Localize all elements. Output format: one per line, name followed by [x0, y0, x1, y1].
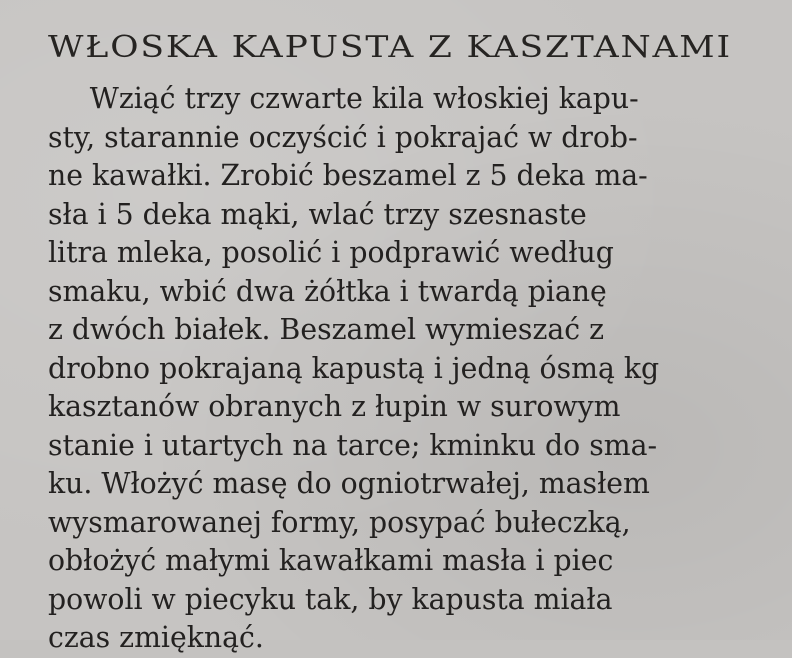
- recipe-body: [48, 80, 792, 658]
- recipe-line: powoli w piecyku tak, by kapusta miała: [48, 582, 613, 616]
- recipe-title: WŁOSKA KAPUSTA Z KASZTANAMI: [48, 30, 732, 65]
- recipe-line: stanie i utartych na tarce; kminku do sma-: [48, 428, 658, 462]
- recipe-line: litra mleka, posolić i podprawić według: [48, 236, 614, 269]
- recipe-line: kasztanów obranych z łupin w surowym: [48, 390, 621, 423]
- recipe-line: ne kawałki. Zrobić beszamel z 5 deka ma-: [48, 159, 648, 192]
- recipe-line: czas zmięknąć.: [48, 621, 264, 654]
- recipe-line: sty, starannie oczyścić i pokrajać w drob-: [48, 120, 638, 154]
- recipe-line: ku. Włożyć masę do ogniotrwałej, masłem: [48, 467, 650, 500]
- recipe-line: obłożyć małymi kawałkami masła i piec: [48, 544, 614, 577]
- recipe-line: Wziąć trzy czwarte kila włoskiej kapu-: [89, 82, 639, 115]
- recipe-line: sła i 5 deka mąki, wlać trzy szesnaste: [48, 197, 587, 231]
- recipe-line: drobno pokrajaną kapustą i jedną ósmą kg: [48, 351, 660, 385]
- recipe-line: z dwóch białek. Beszamel wymieszać z: [48, 313, 605, 346]
- recipe-line: wysmarowanej formy, posypać bułeczką,: [48, 505, 631, 539]
- recipe-line: smaku, wbić dwa żółtka i twardą pianę: [48, 274, 607, 308]
